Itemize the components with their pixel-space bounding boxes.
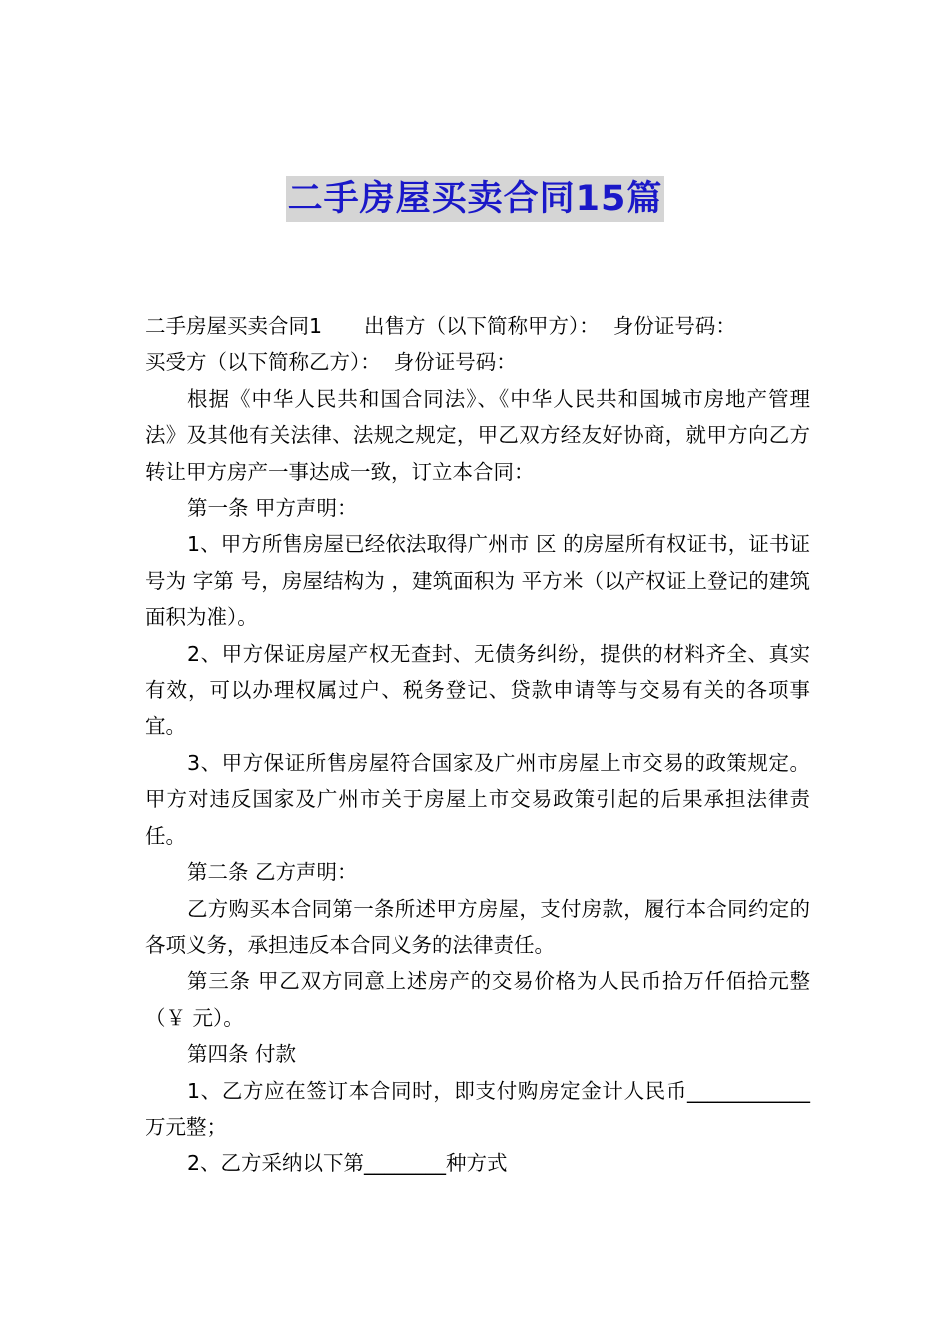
contract-paragraph: 3、甲方保证所售房屋符合国家及广州市房屋上市交易的政策规定。甲方对违反国家及广州市关于房屋上市交易政策引起的后果承担法律责任。 bbox=[145, 750, 810, 848]
document-title-block bbox=[0, 176, 950, 222]
contract-heading-line bbox=[145, 308, 810, 344]
buyer-id-label: 身份证号码： bbox=[393, 350, 517, 375]
contract-paragraph: 第三条 甲乙双方同意上述房产的交易价格为人民币拾万仟佰拾元整（￥ 元）。 bbox=[145, 969, 810, 1030]
document-title: 二手房屋买卖合同15篇 bbox=[286, 176, 665, 222]
contract-paragraph: 第一条 甲方声明： bbox=[187, 496, 358, 521]
contract-paragraph: 乙方购买本合同第一条所述甲方房屋，支付房款，履行本合同约定的各项义务，承担违反本合同义务的法律责任。 bbox=[145, 896, 810, 957]
buyer-line bbox=[145, 344, 810, 380]
seller-label: 出售方（以下简称甲方）： bbox=[364, 314, 600, 338]
contract-paragraph: 第二条 乙方声明： bbox=[187, 860, 358, 885]
contract-paragraph: 第四条 付款 bbox=[187, 1042, 297, 1067]
document-body bbox=[145, 308, 810, 1182]
contract-paragraph: 1、甲方所售房屋已经依法取得广州市 区 的房屋所有权证书，证书证号为 字第 号，房屋结构为 ，建筑面积为 平方米（以产权证上登记的建筑面积为准）。 bbox=[145, 532, 810, 630]
contract-paragraph: 2、甲方保证房屋产权无查封、无债务纠纷，提供的材料齐全、真实有效，可以办理权属过户、税务登记、贷款申请等与交易有关的各项事宜。 bbox=[145, 641, 810, 739]
seller-id-label: 身份证号码： bbox=[612, 314, 736, 338]
contract-paragraph: 2、乙方采纳以下第________种方式 bbox=[187, 1151, 508, 1176]
buyer-label: 买受方（以下简称乙方）： bbox=[145, 350, 381, 375]
contract-paragraph: 1、乙方应在签订本合同时，即支付购房定金计人民币____________万元整； bbox=[145, 1078, 810, 1139]
contract-number: 二手房屋买卖合同1 bbox=[145, 314, 323, 338]
contract-paragraph: 根据《中华人民共和国合同法》、《中华人民共和国城市房地产管理法》及其他有关法律、法规之规定，甲乙双方经友好协商，就甲方向乙方转让甲方房产一事达成一致，订立本合同： bbox=[145, 386, 810, 484]
